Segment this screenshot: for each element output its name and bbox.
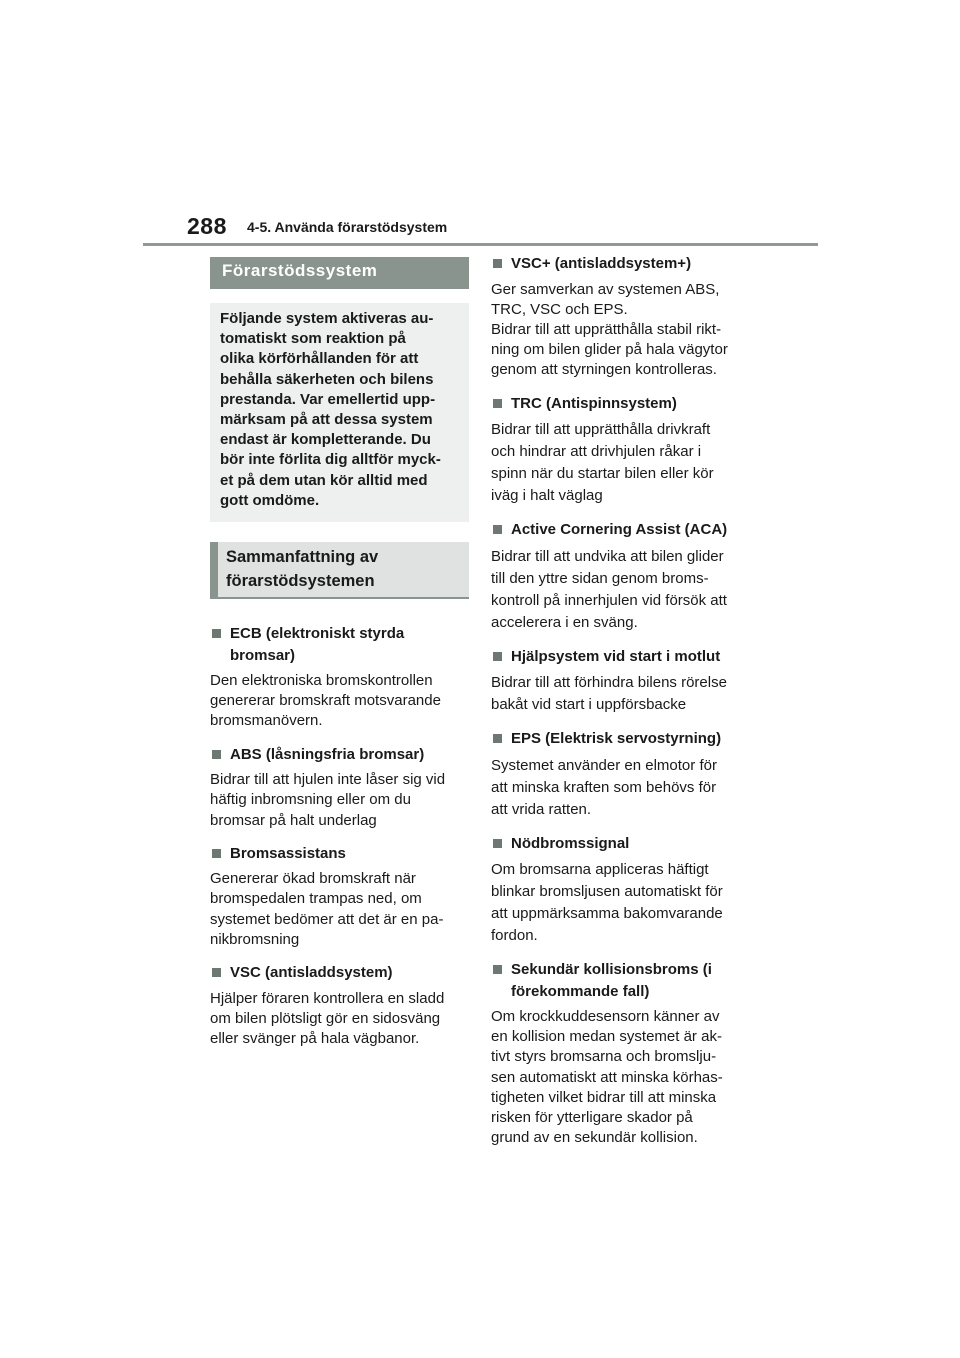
item-body: Om krockkuddesensorn känner av en kollision medan systemet är ak- tivt styrs bromsarna och bromslju- sen automatiskt att minska körhas- tigheten vilket bidrar till att minska risken för ytterligare skador på grund av en sekundär kollision.	[491, 1008, 723, 1147]
square-bullet-icon	[212, 629, 221, 638]
item-heading-text: Bromsassistans	[230, 844, 346, 862]
item-heading	[210, 962, 469, 984]
square-bullet-icon	[493, 734, 502, 743]
square-bullet-icon	[212, 968, 221, 977]
item-vsc-plus	[491, 253, 753, 381]
item-heading-text: VSC+ (antisladdsystem+)	[511, 255, 692, 272]
item-heading-text: ECB (elektroniskt styrda bromsar)	[230, 625, 405, 664]
item-body: Genererar ökad bromskraft när bromspedalen trampas ned, om systemet bedömer att det är en pa- nikbromsning	[210, 870, 444, 948]
square-bullet-icon	[493, 259, 502, 268]
intro-text: Följande system aktiveras au- tomatiskt som reaktion på olika körförhållanden för att behålla säkerheten och bilens prestanda. Var emellertid upp- märksam på att dessa system endast är kompletterande. Du bör inte förlita dig alltför myck- et på dem utan kör alltid med gott omdöme.	[220, 310, 441, 509]
item-heading	[491, 833, 753, 855]
item-body: Bidrar till att undvika att bilen glider till den yttre sidan genom broms- kontroll på innerhjulen vid försök att accelerera i en sväng.	[491, 547, 727, 631]
item-hill-start	[491, 646, 753, 717]
item-heading	[491, 646, 753, 668]
right-column	[491, 253, 753, 1148]
item-heading	[210, 623, 469, 666]
item-body: Bidrar till att hjulen inte låser sig vid häftig inbromsning eller om du bromsar på halt underlag	[210, 771, 446, 829]
item-abs	[210, 744, 469, 831]
item-trc	[491, 393, 753, 508]
square-bullet-icon	[493, 525, 502, 534]
square-bullet-icon	[212, 750, 221, 759]
square-bullet-icon	[493, 965, 502, 974]
item-heading-text: Active Cornering Assist (ACA)	[511, 521, 728, 539]
section-title: 4-5. Använda förarstödsystem	[247, 219, 448, 235]
summary-heading-text: Sammanfattning av förarstödsystemen	[226, 548, 379, 591]
summary-heading	[210, 542, 469, 599]
left-column	[210, 257, 469, 1049]
item-body: Ger samverkan av systemen ABS, TRC, VSC och EPS. Bidrar till att upprätthålla stabil rikt- ning om bilen glider på hala vägytor genom att styrningen kontrolleras.	[491, 280, 728, 379]
item-heading-text: TRC (Antispinnsystem)	[511, 394, 677, 412]
item-body: Bidrar till att upprätthålla drivkraft och hindrar att drivhjulen råkar i spinn när du startar bilen eller kör iväg i halt väglag	[491, 421, 714, 505]
item-heading	[491, 253, 753, 275]
item-heading-text: ABS (låsningsfria bromsar)	[230, 745, 425, 763]
item-vsc	[210, 962, 469, 1049]
item-heading-text: EPS (Elektrisk servostyrning)	[511, 730, 722, 748]
item-bromsassistans	[210, 843, 469, 950]
item-body: Bidrar till att förhindra bilens rörelse bakåt vid start i uppförsbacke	[491, 674, 727, 714]
item-heading-text: VSC (antisladdsystem)	[230, 964, 393, 982]
square-bullet-icon	[493, 652, 502, 661]
item-heading	[210, 744, 469, 766]
item-body: Hjälper föraren kontrollera en sladd om bilen plötsligt gör en sidosväng eller svänger på hala vägbanor.	[210, 989, 445, 1047]
item-emergency-brake-signal	[491, 833, 753, 948]
item-heading	[491, 728, 753, 750]
square-bullet-icon	[493, 839, 502, 848]
item-heading-text: Hjälpsystem vid start i motlut	[511, 647, 721, 665]
item-aca	[491, 519, 753, 634]
page-number: 288	[187, 213, 227, 239]
item-heading	[491, 519, 753, 541]
item-body: Den elektroniska bromskontrollen genererar bromskraft motsvarande bromsmanövern.	[210, 672, 441, 730]
item-heading-text: Nödbromssignal	[511, 834, 630, 852]
item-eps	[491, 728, 753, 821]
item-heading	[210, 843, 469, 865]
intro-box	[210, 303, 469, 522]
square-bullet-icon	[212, 849, 221, 858]
header-rule	[143, 243, 818, 246]
item-heading-text: Sekundär kollisionsbroms (i förekommande fall)	[511, 961, 712, 1000]
item-secondary-collision-brake	[491, 959, 753, 1148]
item-heading	[491, 959, 753, 1002]
item-body: Om bromsarna appliceras häftigt blinkar bromsljusen automatiskt för att uppmärksamma bakomvarande fordon.	[491, 861, 723, 945]
section-banner: Förarstödssystem	[210, 257, 469, 289]
item-heading	[491, 393, 753, 415]
square-bullet-icon	[493, 399, 502, 408]
item-body: Systemet använder en elmotor för att minska kraften som behövs för att vrida ratten.	[491, 756, 717, 818]
item-ecb	[210, 623, 469, 732]
